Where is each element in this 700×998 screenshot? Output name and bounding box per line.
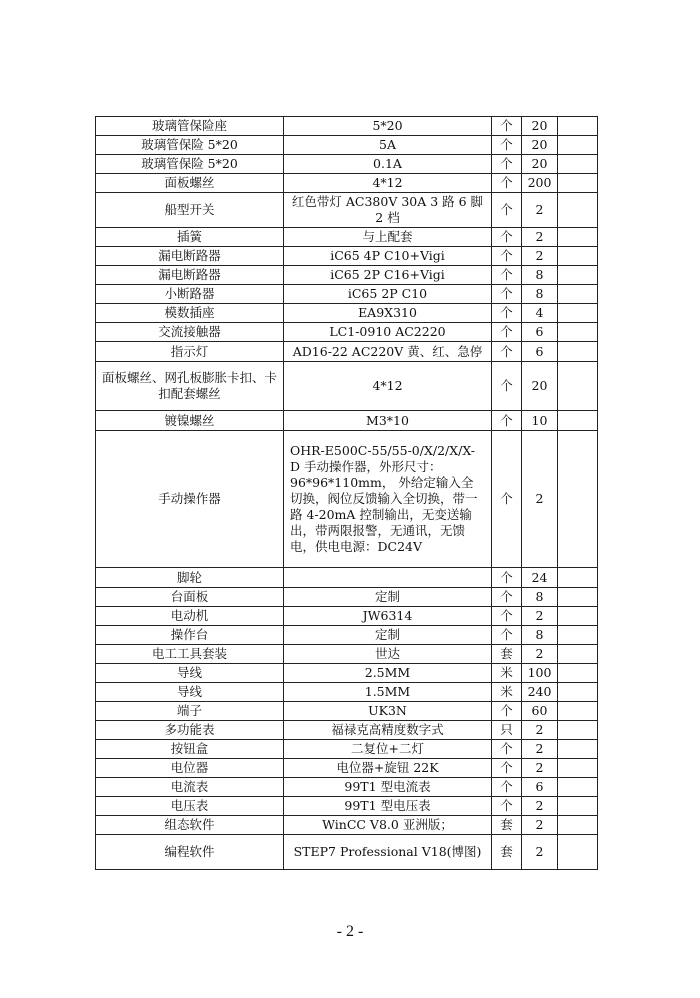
item-remark-cell <box>558 588 598 607</box>
item-remark-cell <box>558 664 598 683</box>
item-spec-cell: 5A <box>284 136 492 155</box>
item-spec-cell: 4*12 <box>284 362 492 411</box>
item-name-cell: 电工工具套装 <box>96 645 284 664</box>
table-row <box>96 228 598 247</box>
item-remark-cell <box>558 645 598 664</box>
item-name-cell: 玻璃管保险 5*20 <box>96 155 284 174</box>
item-name-cell: 端子 <box>96 702 284 721</box>
item-name-cell: 插簧 <box>96 228 284 247</box>
item-name-cell: 操作台 <box>96 626 284 645</box>
item-qty-cell: 10 <box>522 411 558 431</box>
item-qty-cell: 2 <box>522 645 558 664</box>
item-spec-cell: 5*20 <box>284 117 492 136</box>
item-remark-cell <box>558 797 598 816</box>
item-spec-cell: 电位器+旋钮 22K <box>284 759 492 778</box>
item-qty-cell: 2 <box>522 607 558 626</box>
item-remark-cell <box>558 626 598 645</box>
item-qty-cell: 2 <box>522 797 558 816</box>
table-row <box>96 607 598 626</box>
item-spec-cell: 99T1 型电流表 <box>284 778 492 797</box>
equipment-table <box>95 116 598 870</box>
item-spec-cell: iC65 2P C16+Vigi <box>284 266 492 285</box>
item-remark-cell <box>558 304 598 323</box>
item-qty-cell: 20 <box>522 117 558 136</box>
item-unit-cell: 套 <box>492 835 522 870</box>
table-row <box>96 193 598 228</box>
item-unit-cell: 个 <box>492 588 522 607</box>
item-qty-cell: 2 <box>522 740 558 759</box>
item-name-cell: 导线 <box>96 664 284 683</box>
item-name-cell: 按钮盒 <box>96 740 284 759</box>
item-unit-cell: 个 <box>492 155 522 174</box>
item-unit-cell: 米 <box>492 683 522 702</box>
item-remark-cell <box>558 342 598 362</box>
item-qty-cell: 8 <box>522 266 558 285</box>
item-remark-cell <box>558 431 598 568</box>
item-remark-cell <box>558 683 598 702</box>
table-row <box>96 626 598 645</box>
item-unit-cell: 米 <box>492 664 522 683</box>
equipment-table-body <box>96 117 598 870</box>
table-row <box>96 266 598 285</box>
item-name-cell: 面板螺丝、网孔板膨胀卡扣、卡扣配套螺丝 <box>96 362 284 411</box>
table-row <box>96 778 598 797</box>
table-row <box>96 285 598 304</box>
item-remark-cell <box>558 136 598 155</box>
page-number: - 2 - <box>336 923 364 940</box>
item-qty-cell: 6 <box>522 342 558 362</box>
table-row <box>96 411 598 431</box>
item-name-cell: 玻璃管保险座 <box>96 117 284 136</box>
item-unit-cell: 个 <box>492 266 522 285</box>
item-qty-cell: 2 <box>522 816 558 835</box>
item-qty-cell: 4 <box>522 304 558 323</box>
item-unit-cell: 个 <box>492 323 522 342</box>
item-spec-cell: LC1-0910 AC2220 <box>284 323 492 342</box>
table-row <box>96 835 598 870</box>
item-spec-cell: JW6314 <box>284 607 492 626</box>
item-spec-cell: 定制 <box>284 626 492 645</box>
item-name-cell: 模数插座 <box>96 304 284 323</box>
item-spec-cell: 定制 <box>284 588 492 607</box>
item-spec-cell: iC65 4P C10+Vigi <box>284 247 492 266</box>
item-remark-cell <box>558 702 598 721</box>
item-remark-cell <box>558 759 598 778</box>
table-row <box>96 740 598 759</box>
item-qty-cell: 20 <box>522 136 558 155</box>
item-qty-cell: 2 <box>522 193 558 228</box>
item-unit-cell: 个 <box>492 568 522 588</box>
item-qty-cell: 8 <box>522 588 558 607</box>
item-spec-cell: M3*10 <box>284 411 492 431</box>
item-unit-cell: 个 <box>492 304 522 323</box>
item-remark-cell <box>558 411 598 431</box>
item-remark-cell <box>558 323 598 342</box>
item-name-cell: 面板螺丝 <box>96 174 284 193</box>
item-qty-cell: 24 <box>522 568 558 588</box>
item-unit-cell: 个 <box>492 702 522 721</box>
item-name-cell: 电动机 <box>96 607 284 626</box>
item-name-cell: 指示灯 <box>96 342 284 362</box>
table-row <box>96 304 598 323</box>
item-unit-cell: 个 <box>492 607 522 626</box>
item-name-cell: 漏电断路器 <box>96 247 284 266</box>
item-name-cell: 船型开关 <box>96 193 284 228</box>
item-qty-cell: 2 <box>522 228 558 247</box>
table-row <box>96 431 598 568</box>
item-spec-cell: 2.5MM <box>284 664 492 683</box>
item-qty-cell: 2 <box>522 721 558 740</box>
item-qty-cell: 20 <box>522 362 558 411</box>
item-remark-cell <box>558 721 598 740</box>
item-name-cell: 手动操作器 <box>96 431 284 568</box>
item-name-cell: 导线 <box>96 683 284 702</box>
item-remark-cell <box>558 228 598 247</box>
item-name-cell: 漏电断路器 <box>96 266 284 285</box>
item-unit-cell: 个 <box>492 285 522 304</box>
table-row <box>96 721 598 740</box>
item-qty-cell: 2 <box>522 835 558 870</box>
item-qty-cell: 2 <box>522 431 558 568</box>
item-spec-cell: AD16-22 AC220V 黄、红、急停 <box>284 342 492 362</box>
item-spec-cell: 福禄克高精度数字式 <box>284 721 492 740</box>
item-spec-cell: 4*12 <box>284 174 492 193</box>
item-qty-cell: 6 <box>522 778 558 797</box>
item-qty-cell: 100 <box>522 664 558 683</box>
item-spec-cell: 二复位+二灯 <box>284 740 492 759</box>
item-remark-cell <box>558 568 598 588</box>
item-remark-cell <box>558 816 598 835</box>
item-name-cell: 电流表 <box>96 778 284 797</box>
table-row <box>96 759 598 778</box>
item-name-cell: 电压表 <box>96 797 284 816</box>
table-row <box>96 136 598 155</box>
item-remark-cell <box>558 835 598 870</box>
item-remark-cell <box>558 117 598 136</box>
item-spec-cell: EA9X310 <box>284 304 492 323</box>
item-unit-cell: 套 <box>492 816 522 835</box>
item-spec-cell: 99T1 型电压表 <box>284 797 492 816</box>
item-remark-cell <box>558 155 598 174</box>
item-spec-cell: 与上配套 <box>284 228 492 247</box>
table-row <box>96 174 598 193</box>
item-qty-cell: 6 <box>522 323 558 342</box>
item-qty-cell: 200 <box>522 174 558 193</box>
item-name-cell: 编程软件 <box>96 835 284 870</box>
item-name-cell: 多功能表 <box>96 721 284 740</box>
item-spec-cell: UK3N <box>284 702 492 721</box>
item-qty-cell: 20 <box>522 155 558 174</box>
table-row <box>96 702 598 721</box>
item-unit-cell: 套 <box>492 645 522 664</box>
item-qty-cell: 2 <box>522 759 558 778</box>
item-remark-cell <box>558 174 598 193</box>
item-spec-cell: 世达 <box>284 645 492 664</box>
item-unit-cell: 个 <box>492 431 522 568</box>
item-name-cell: 镀镍螺丝 <box>96 411 284 431</box>
item-spec-cell: 0.1A <box>284 155 492 174</box>
item-qty-cell: 2 <box>522 247 558 266</box>
item-unit-cell: 个 <box>492 228 522 247</box>
item-spec-cell: iC65 2P C10 <box>284 285 492 304</box>
item-name-cell: 玻璃管保险 5*20 <box>96 136 284 155</box>
item-unit-cell: 只 <box>492 721 522 740</box>
item-name-cell: 小断路器 <box>96 285 284 304</box>
item-remark-cell <box>558 247 598 266</box>
item-unit-cell: 个 <box>492 740 522 759</box>
item-unit-cell: 个 <box>492 136 522 155</box>
table-row <box>96 342 598 362</box>
table-row <box>96 816 598 835</box>
table-row <box>96 323 598 342</box>
item-remark-cell <box>558 607 598 626</box>
table-row <box>96 362 598 411</box>
item-name-cell: 脚轮 <box>96 568 284 588</box>
item-unit-cell: 个 <box>492 193 522 228</box>
table-row <box>96 683 598 702</box>
item-unit-cell: 个 <box>492 117 522 136</box>
item-qty-cell: 8 <box>522 626 558 645</box>
item-unit-cell: 个 <box>492 174 522 193</box>
table-row <box>96 117 598 136</box>
item-unit-cell: 个 <box>492 797 522 816</box>
table-row <box>96 797 598 816</box>
item-unit-cell: 个 <box>492 778 522 797</box>
item-spec-cell: WinCC V8.0 亚洲版； <box>284 816 492 835</box>
item-unit-cell: 个 <box>492 342 522 362</box>
table-row <box>96 155 598 174</box>
item-name-cell: 电位器 <box>96 759 284 778</box>
item-spec-cell: OHR-E500C-55/55-0/X/2/X/X-D 手动操作器，外形尺寸：96*96*110mm， 外给定输入全切换，阀位反馈输入全切换，带一路 4-20mA 控制输出，无变送输出，带两限报警，无通讯，无馈电，供电电源：DC24V <box>284 431 492 568</box>
item-qty-cell: 60 <box>522 702 558 721</box>
table-row <box>96 588 598 607</box>
item-remark-cell <box>558 285 598 304</box>
table-row <box>96 664 598 683</box>
item-remark-cell <box>558 362 598 411</box>
item-remark-cell <box>558 740 598 759</box>
item-qty-cell: 240 <box>522 683 558 702</box>
item-name-cell: 交流接触器 <box>96 323 284 342</box>
table-row <box>96 645 598 664</box>
item-qty-cell: 8 <box>522 285 558 304</box>
item-unit-cell: 个 <box>492 759 522 778</box>
item-spec-cell <box>284 568 492 588</box>
item-unit-cell: 个 <box>492 626 522 645</box>
item-remark-cell <box>558 266 598 285</box>
item-remark-cell <box>558 193 598 228</box>
item-unit-cell: 个 <box>492 411 522 431</box>
item-unit-cell: 个 <box>492 247 522 266</box>
item-name-cell: 台面板 <box>96 588 284 607</box>
item-spec-cell: 红色带灯 AC380V 30A 3 路 6 脚 2 档 <box>284 193 492 228</box>
table-row <box>96 568 598 588</box>
item-remark-cell <box>558 778 598 797</box>
table-row <box>96 247 598 266</box>
item-unit-cell: 个 <box>492 362 522 411</box>
item-name-cell: 组态软件 <box>96 816 284 835</box>
item-spec-cell: 1.5MM <box>284 683 492 702</box>
item-spec-cell: STEP7 Professional V18(博图) <box>284 835 492 870</box>
